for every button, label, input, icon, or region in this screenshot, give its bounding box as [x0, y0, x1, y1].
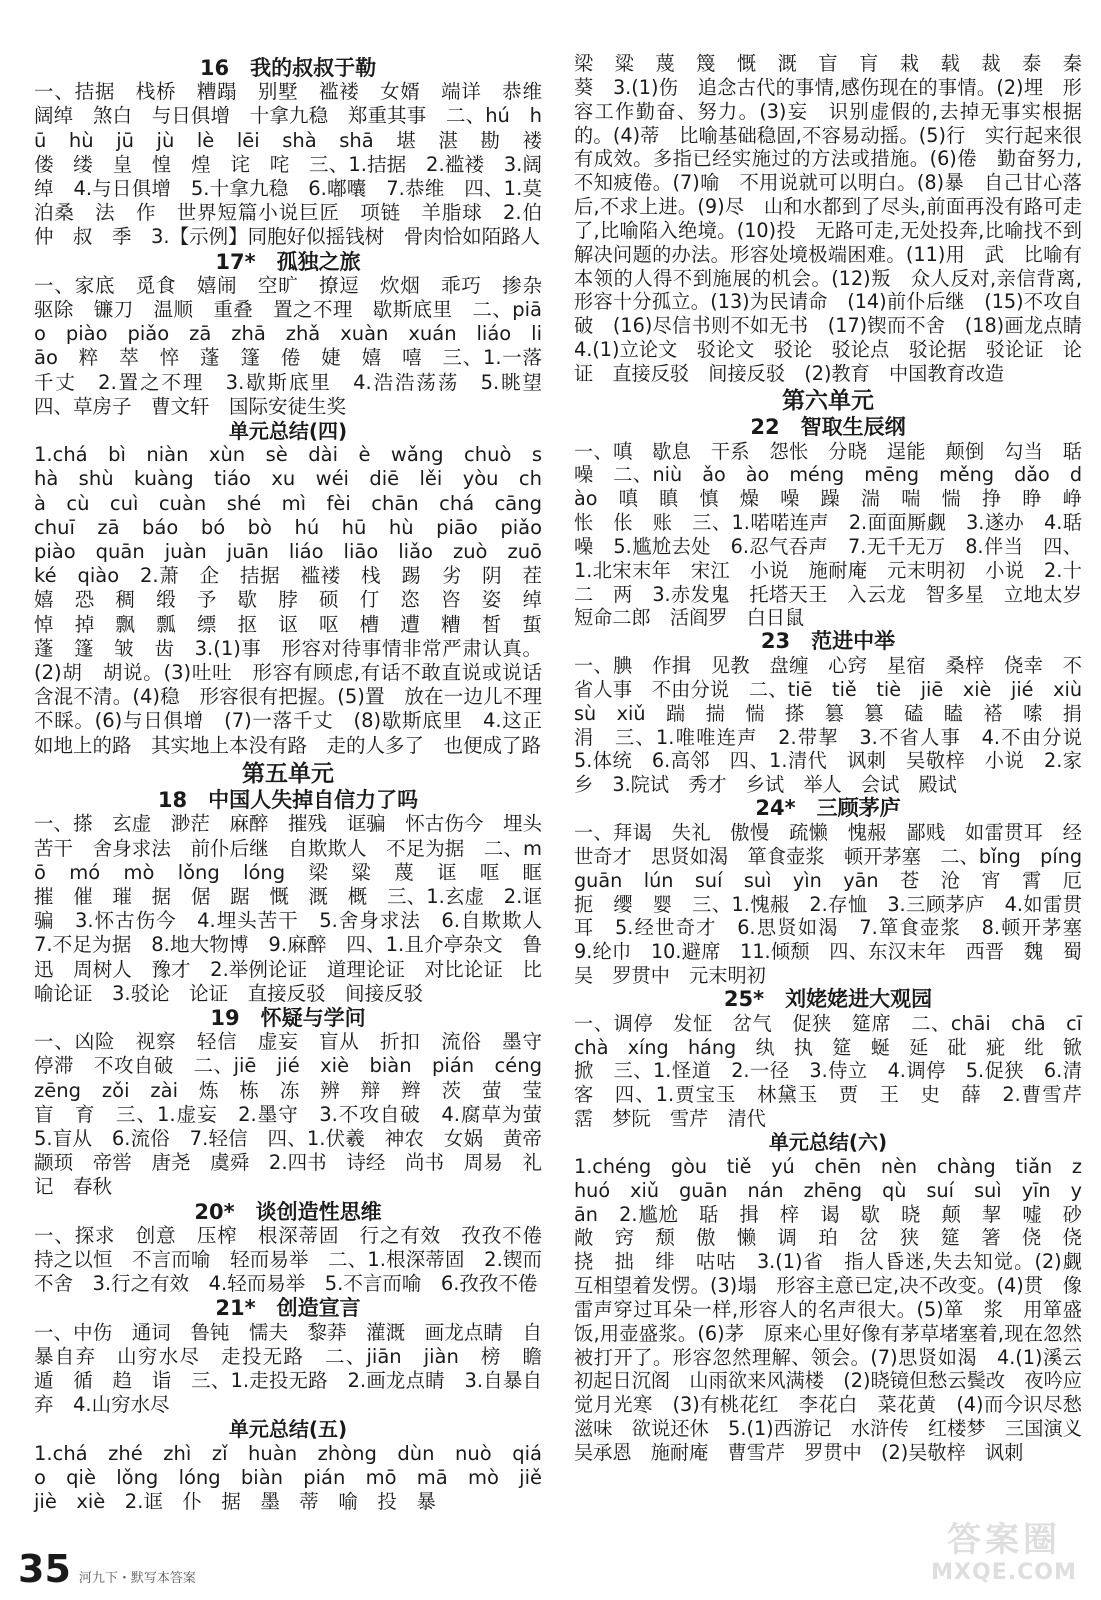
watermark-logo	[929, 1520, 1079, 1590]
unit-heading: 第六单元	[782, 387, 874, 414]
lesson-heading: 20* 谈创造性思维	[194, 1199, 382, 1224]
lesson-heading: 17* 孤独之旅	[215, 249, 361, 274]
answer-paragraph: 一、探求 创意 压榨 根深蒂固 行之有效 孜孜不倦 持之以恒 不言而喻 轻而易举 二、1.根深蒂固 2.锲而不舍 3.行之有效 4.轻而易举 5.不言而喻 6.孜孜不倦	[34, 1223, 562, 1296]
unit-summary-heading: 单元总结(五)	[228, 1417, 348, 1442]
watermark-bottom-text: MXQE.COM	[931, 1560, 1077, 1585]
watermark-top-text: 答案圈	[947, 1520, 1061, 1560]
footer-caption: 河九下・默写本答案	[78, 1571, 196, 1586]
page-footer	[18, 1547, 196, 1591]
unit-summary-heading: 单元总结(六)	[768, 1129, 888, 1154]
unit-summary-heading: 单元总结(四)	[228, 419, 348, 444]
answer-paragraph: 一、嗔 歇息 干系 怨怅 分晓 逞能 颠倒 勾当 聒噪 二、niù ǎo ào méng mēng měng dǎo dào 嗔 瞋 慎 燥 噪 躁 湍 喘 惴 挣 睁 峥 怅 伥 账 三、1.喏喏连声 2.面面厮觑 3.遂办 4.聒噪 5.尴尬去处 6.忍气吞声 7.无千无万 8.伴当 四、1.北宋末年 宋江 小说 施耐庵 元末明初 小说 2.十二 两 3.赤发鬼 托塔天王 入云龙 智多星 立地太岁 短命二郎 活阎罗 白日鼠	[574, 439, 1101, 630]
left-column	[34, 56, 562, 1514]
answer-paragraph: 1.chá zhé zhì zǐ huàn zhòng dùn nuò qiáo qiè lǒng lóng biàn pián mō mā mò jiě jiè xiè 2.诓 仆 据 墨 蒂 喻 投 暴	[34, 1441, 562, 1513]
page-number: 35	[18, 1547, 71, 1591]
right-column	[574, 52, 1101, 1465]
answer-paragraph: 一、凶险 视察 轻信 虚妄 盲从 折扣 流俗 墨守 停滞 不攻自破 二、jiē jié xiè biàn pián céng zēng zǒi zài 炼 栋 冻 辨 辩 辫 茨 萤 莹 盲 育 三、1.虚妄 2.墨守 3.不攻自破 4.腐草为萤 5.盲从 6.流俗 7.轻信 四、1.伏羲 神农 女娲 黄帝 颛顼 帝喾 唐尧 虞舜 2.四书 诗经 尚书 周易 礼记 春秋	[34, 1030, 562, 1199]
answer-paragraph: 梁 粱 蔑 篾 慨 溉 盲 肓 栽 载 裁 泰 秦 葵 3.(1)伤 追念古代的事情,感伤现在的事情。(2)埋 形容工作勤奋、努力。(3)妄 识别虚假的,去掉无事实根据的。(4)蒂 比喻基础稳固,不容易动摇。(5)行 实行起来很有成效。多指已经实施过的方法或措施。(6)倦 勤奋努力,不知疲倦。(7)喻 不用说就可以明白。(8)暴 自己甘心落后,不求上进。(9)尽 山和水都到了尽头,前面再没有路可走了,比喻陷入绝境。(10)投 无路可走,无处投奔,比喻找不到解决问题的办法。形容处境极端困难。(11)用 武 比喻有本领的人得不到施展的机会。(12)叛 众人反对,亲信背离,形容十分孤立。(13)为民请命 (14)前仆后继 (15)不攻自破 (16)尽信书则不如无书 (17)锲而不舍 (18)画龙点睛 4.(1)立论文 驳论文 驳论 驳论点 驳论据 驳论证 论证 直接反驳 间接反驳 (2)教育 中国教育改造	[574, 52, 1101, 385]
answer-paragraph: 一、调停 发怔 岔气 促狭 筵席 二、chāi chā cī chà xíng háng 纨 执 筵 蜒 延 砒 疵 纰 锨 掀 三、1.怪道 2.一径 3.侍立 4.调停 5.促狭 6.清客 四、1.贾宝玉 林黛玉 贾 王 史 薛 2.曹雪芹 霑 梦阮 雪芹 清代	[574, 1011, 1101, 1131]
lesson-heading: 19 怀疑与学问	[210, 1005, 366, 1030]
lesson-heading: 25* 刘姥姥进大观园	[723, 986, 933, 1011]
answer-paragraph: 一、腆 作揖 见教 盘缠 心窍 星宿 桑梓 侥幸 不省人事 不由分说 二、tiē tiě tiè jiē xiè jié xiù sù xiǔ 踹 揣 惴 搽 篡 篡 磕 瞌 褡 嗦 捐 涓 三、1.唯唯连声 2.带挈 3.不省人事 4.不由分说 5.体统 6.高邻 四、1.清代 讽刺 吴敬梓 小说 2.家乡 3.院试 秀才 乡试 举人 会试 殿试	[574, 654, 1101, 797]
answer-paragraph: 1.chéng gòu tiě yú chēn nèn chàng tiǎn zhuó xiǔ guān nán zhēng qù suí suì yīn yān 2.尴尬 聒 揖 梓 谒 歇 晓 颠 挈 嘘 砂 敞 窍 颓 傲 懒 调 珀 岔 狭 筵 箸 侥 侥 挠 拙 绯 咕咕 3.(1)省 指人昏迷,失去知觉。(2)觑 互相望着发愣。(3)塌 形容主意已定,决不改变。(4)贯 像雷声穿过耳朵一样,形容人的名声很大。(5)箪 浆 用箪盛饭,用壶盛浆。(6)茅 原来心里好像有茅草堵塞着,现在忽然被打开了。形容忽然理解、领会。(7)思贤如渴 4.(1)溪云初起日沉阁 山雨欲来风满楼 (2)晓镜但愁云鬓改 夜吟应觉月光寒 (3)有桃花红 李花白 菜花黄 (4)而今识尽愁滋味 欲说还休 5.(1)西游记 水浒传 红楼梦 三国演义 吴承恩 施耐庵 曹雪芹 罗贯中 (2)吴敬梓 讽刺	[574, 1154, 1101, 1464]
answer-paragraph: 一、搽 玄虚 渺茫 麻醉 摧残 诓骗 怀古伤今 埋头苦干 舍身求法 前仆后继 自欺欺人 不足为据 二、mō mó mò lǒng lóng 梁 粱 蔑 诓 哐 眶 摧 催 璀 据 倨 踞 慨 溉 概 三、1.玄虚 2.诓骗 3.怀古伤今 4.埋头苦干 5.舍身求法 6.自欺欺人 7.不足为据 8.地大物博 9.麻醉 四、1.且介亭杂文 鲁迅 周树人 豫才 2.举例论证 道理论证 对比论证 比喻论证 3.驳论 论证 直接反驳 间接反驳	[34, 812, 562, 1005]
answer-paragraph: 一、拮据 栈桥 糟蹋 别墅 褴褛 女婿 端详 恭维 阔绰 煞白 与日俱增 十拿九稳 郑重其事 二、hú hū hù jū jù lè lēi shà shā 堪 湛 勘 褛 偻 缕 皇 惶 煌 诧 咤 三、1.拮据 2.褴褛 3.阔绰 4.与日俱增 5.十拿九稳 6.嘟囔 7.恭维 四、1.莫泊桑 法 作 世界短篇小说巨匠 项链 羊脂球 2.伯 仲 叔 季 3.【示例】同胞好似摇钱树 骨肉恰如陌路人	[34, 80, 562, 249]
lesson-heading: 18 中国人失掉自信力了吗	[157, 788, 419, 813]
answer-paragraph: 1.chá bì niàn xùn sè dài è wǎng chuò shà shù kuàng tiáo xu wéi diē lěi yòu chà cù cuì cuàn shé mì fèi chān chá cāng chuī zā báo bó bò hú hū hù piāo piǎo piào quān juàn juān liáo liāo liǎo zuò zuō ké qiào 2.萧 企 拮据 褴褛 栈 踢 劣 阴 茬 嬉 恐 稠 缎 予 歇 脖 硕 仃 恣 咨 姿 绰 悼 掉 飘 瓢 缥 抠 讴 呕 槽 遭 糟 皙 蜇 蓬 篷 皱 齿 3.(1)事 形容对待事情非常严肃认真。(2)胡 胡说。(3)吐吐 形容有顾虑,有话不敢直说或说话含混不清。(4)稳 形容很有把握。(5)置 放在一边儿不理不睬。(6)与日俱增 (7)一落千丈 (8)歇斯底里 4.这正如地上的路 其实地上本没有路 走的人多了 也便成了路	[34, 443, 562, 757]
answer-paragraph: 一、拜谒 失礼 傲慢 疏懒 愧赧 鄙贱 如雷贯耳 经世奇才 思贤如渴 箪食壶浆 顿开茅塞 二、bǐng píng guān lún suí suì yìn yān 苍 沧 宵 霄 厄 扼 缨 婴 三、1.愧赧 2.存恤 3.三顾茅庐 4.如雷贯耳 5.经世奇才 6.思贤如渴 7.箪食壶浆 8.顿开茅塞 9.纶巾 10.避席 11.倾颓 四、东汉末年 西晋 魏 蜀 吴 罗贯中 元末明初	[574, 821, 1101, 988]
lesson-heading: 23 范进中举	[760, 629, 896, 654]
lesson-heading: 22 智取生辰纲	[750, 414, 906, 439]
lesson-heading: 24* 三顾茅庐	[755, 796, 901, 821]
answer-paragraph: 一、家底 觅食 嬉闹 空旷 撩逗 炊烟 乖巧 掺杂 驱除 镰刀 温顺 重叠 置之不理 歇斯底里 二、piāo piào piǎo zā zhā zhǎ xuàn xuán liáo liāo 粹 萃 悴 蓬 篷 倦 婕 嬉 嘻 三、1.一落千丈 2.置之不理 3.歇斯底里 4.浩浩荡荡 5.眺望 四、草房子 曹文轩 国际安徒生奖	[34, 273, 562, 418]
lesson-heading: 16 我的叔叔于勒	[199, 56, 377, 80]
lesson-heading: 21* 创造宣言	[215, 1296, 361, 1321]
answer-paragraph: 一、中伤 通词 鲁钝 懦夫 黎莽 灌溉 画龙点睛 自暴自弃 山穷水尽 走投无路 二、jiān jiàn 榜 瞻 遁 循 趋 诣 三、1.走投无路 2.画龙点睛 3.自暴自弃 4.山穷水尽	[34, 1320, 562, 1417]
unit-heading: 第五单元	[242, 760, 334, 787]
